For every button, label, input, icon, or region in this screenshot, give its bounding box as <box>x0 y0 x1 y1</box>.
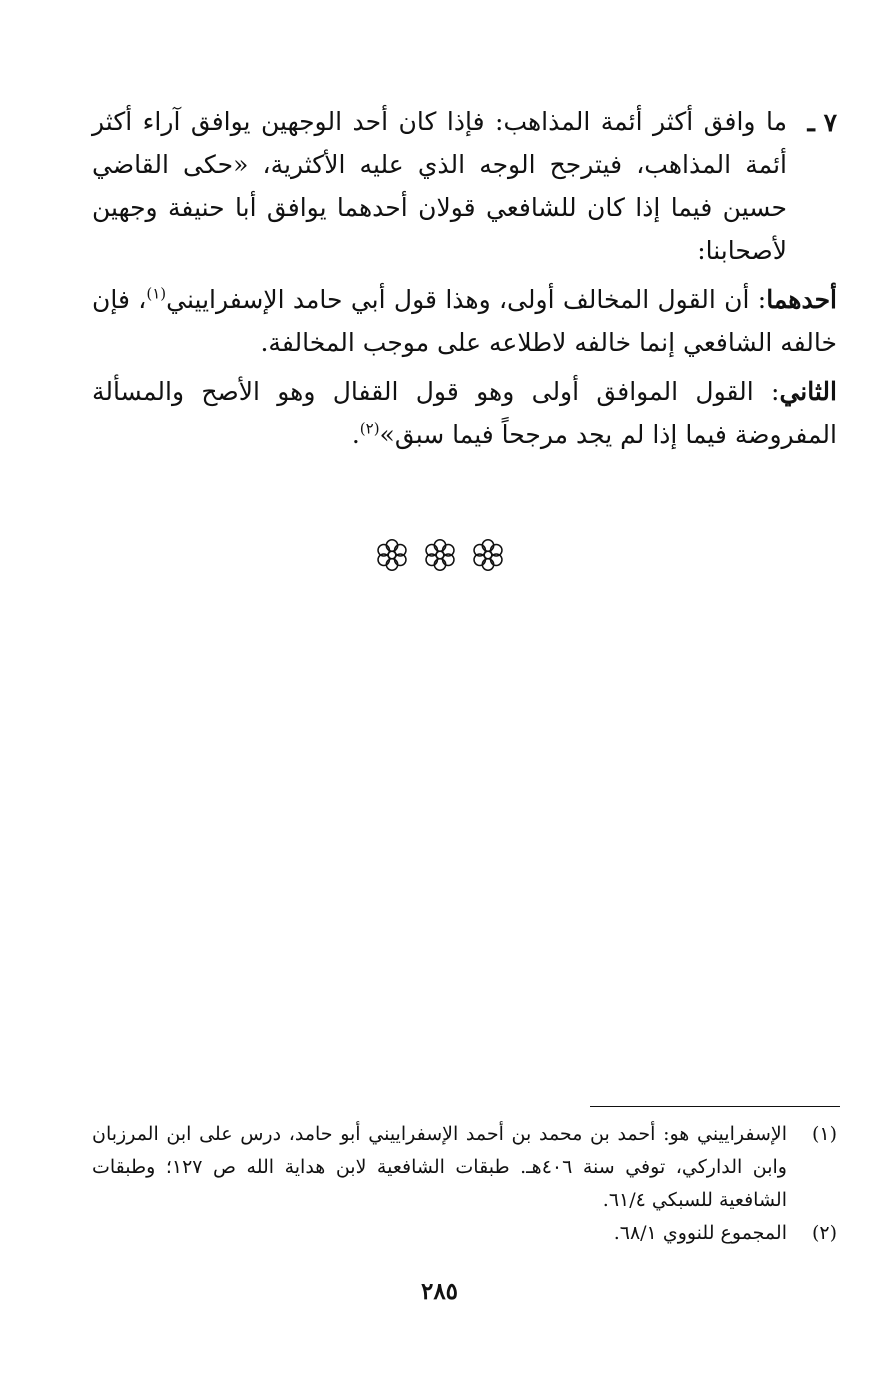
paragraph-3-lead: الثاني <box>779 377 837 406</box>
rosette-ornament-icon <box>469 536 507 574</box>
footnote-1 <box>92 1118 837 1217</box>
footnote-text: المجموع للنووي ٦٨/١. <box>613 1222 787 1244</box>
section-divider <box>0 536 879 574</box>
footnotes <box>92 1118 837 1250</box>
footnote-2 <box>92 1217 837 1250</box>
item-number: ٧ ـ <box>807 108 837 137</box>
paragraph-2-text-b: ، فإن خالفه الشافعي إنما خالفه لاطلاعه على موجب المخالفة. <box>92 285 837 357</box>
rosette-ornament-icon <box>373 536 411 574</box>
paragraph-2-text-a: : أن القول المخالف أولى، وهذا قول أبي حامد الإسفراييني <box>166 285 767 314</box>
paragraph-1: ما وافق أكثر أئمة المذاهب: فإذا كان أحد الوجهين يوافق آراء أكثر أئمة المذاهب، فيترجح الوجه الذي عليه الأكثرية، «حكى القاضي حسين فيما إذا كان للشافعي قولان أحدهما يوافق أبا حنيفة وجهين لأصحابنا: <box>92 107 787 265</box>
rosette-ornament-icon <box>421 536 459 574</box>
footnote-text: الإسفراييني هو: أحمد بن محمد بن أحمد الإسفراييني أبو حامد، درس على ابن المرزبان وابن الداركي، توفي سنة ٤٠٦هـ. طبقات الشافعية لابن هداية الله ص ١٢٧؛ وطبقات الشافعية للسبكي ٦١/٤. <box>92 1123 787 1211</box>
footnote-separator <box>590 1106 840 1107</box>
paragraph-3-text-a: : القول الموافق أولى وهو قول القفال وهو الأصح والمسألة المفروضة فيما إذا لم يجد مرجحاً فيما سبق» <box>92 377 837 449</box>
paragraph-3-text-b: . <box>351 420 360 449</box>
main-text <box>92 100 837 462</box>
footnote-number: (٢) <box>811 1222 837 1244</box>
footnote-ref-1[interactable]: (١) <box>146 284 167 303</box>
footnote-ref-2[interactable]: (٢) <box>359 419 380 438</box>
paragraph-2 <box>92 278 837 364</box>
paragraph-3 <box>92 370 837 456</box>
page-number: ٢٨٥ <box>420 1278 459 1305</box>
paragraph-2-lead: أحدهما <box>766 285 837 314</box>
footnote-number: (١) <box>811 1123 837 1145</box>
